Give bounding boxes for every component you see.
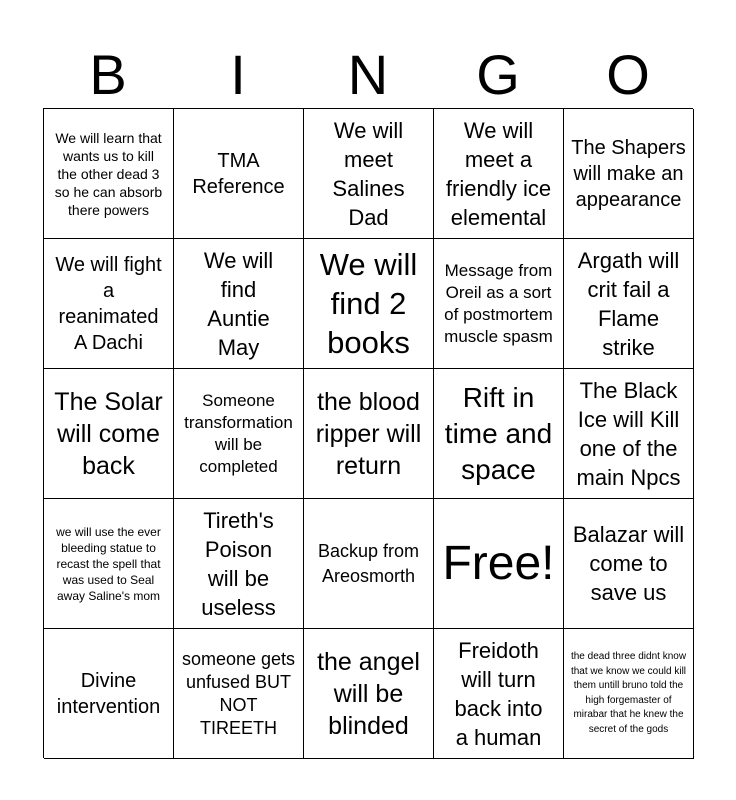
cell-text: We will meet a friendly ice elemental xyxy=(445,117,552,230)
free-space-text: Free! xyxy=(442,536,555,590)
cell-text: Balazar will come to save us xyxy=(572,522,685,605)
bingo-board xyxy=(43,108,693,758)
bingo-cell[interactable] xyxy=(44,239,174,369)
header-letter-n: N xyxy=(347,43,389,106)
bingo-cell[interactable] xyxy=(304,629,434,759)
bingo-header xyxy=(43,42,693,108)
bingo-cell[interactable] xyxy=(564,239,694,369)
bingo-cell[interactable] xyxy=(564,109,694,239)
bingo-cell[interactable] xyxy=(44,629,174,759)
bingo-cell[interactable] xyxy=(304,499,434,629)
cell-text: Tireth's Poison will be useless xyxy=(201,507,276,620)
cell-text: We will fight a reanimated A Dachi xyxy=(55,253,162,354)
cell-text: We will find Auntie May xyxy=(203,247,274,360)
bingo-cell[interactable] xyxy=(174,239,304,369)
cell-text: The Shapers will make an appearance xyxy=(571,136,686,211)
cell-text: Argath will crit fail a Flame strike xyxy=(577,247,680,360)
cell-text: the angel will be blinded xyxy=(317,647,420,740)
bingo-cell[interactable] xyxy=(174,499,304,629)
header-letter-g: G xyxy=(476,43,520,106)
bingo-cell[interactable] xyxy=(174,629,304,759)
cell-text: Backup from Areosmorth xyxy=(317,540,420,586)
bingo-cell[interactable] xyxy=(434,369,564,499)
header-letter-b: B xyxy=(89,43,127,106)
cell-text: someone gets unfused BUT NOT TIREETH xyxy=(181,648,296,738)
bingo-cell[interactable] xyxy=(304,369,434,499)
bingo-cell[interactable] xyxy=(434,109,564,239)
bingo-cell[interactable] xyxy=(44,109,174,239)
bingo-cell[interactable] xyxy=(564,369,694,499)
cell-text: Someone transformation will be completed xyxy=(184,390,293,476)
cell-text: Rift in time and space xyxy=(444,381,553,485)
cell-text: Freidoth will turn back into a human xyxy=(454,637,543,750)
bingo-cell[interactable] xyxy=(174,109,304,239)
header-letter-o: O xyxy=(606,43,650,106)
cell-text: Divine intervention xyxy=(56,669,161,718)
cell-text: the blood ripper will return xyxy=(315,387,422,480)
bingo-cell[interactable] xyxy=(434,239,564,369)
bingo-cell[interactable] xyxy=(434,629,564,759)
cell-text: The Solar will come back xyxy=(54,387,163,480)
bingo-cell[interactable] xyxy=(304,109,434,239)
cell-text: the dead three didnt know that we know we could kill them untill bruno told the high forgemaster of mirabar that he knew the secret of the gods xyxy=(570,651,687,735)
bingo-cell[interactable] xyxy=(304,239,434,369)
bingo-cell[interactable] xyxy=(564,499,694,629)
cell-text: TMA Reference xyxy=(192,149,285,198)
cell-text: The Black Ice will Kill one of the main Npcs xyxy=(576,377,681,490)
cell-text: We will find 2 books xyxy=(319,247,418,360)
bingo-cell[interactable] xyxy=(434,499,564,629)
header-letter-i: I xyxy=(230,43,246,106)
bingo-cell[interactable] xyxy=(564,629,694,759)
cell-text: We will meet Salines Dad xyxy=(332,117,405,230)
bingo-cell[interactable] xyxy=(44,369,174,499)
cell-text: Message from Oreil as a sort of postmortem muscle spasm xyxy=(444,260,553,346)
bingo-cell[interactable] xyxy=(174,369,304,499)
cell-text: We will learn that wants us to kill the other dead 3 so he can absorb there powers xyxy=(54,129,163,218)
bingo-cell[interactable] xyxy=(44,499,174,629)
cell-text: we will use the ever bleeding statue to recast the spell that was used to Seal away Saline's mom xyxy=(56,524,161,603)
